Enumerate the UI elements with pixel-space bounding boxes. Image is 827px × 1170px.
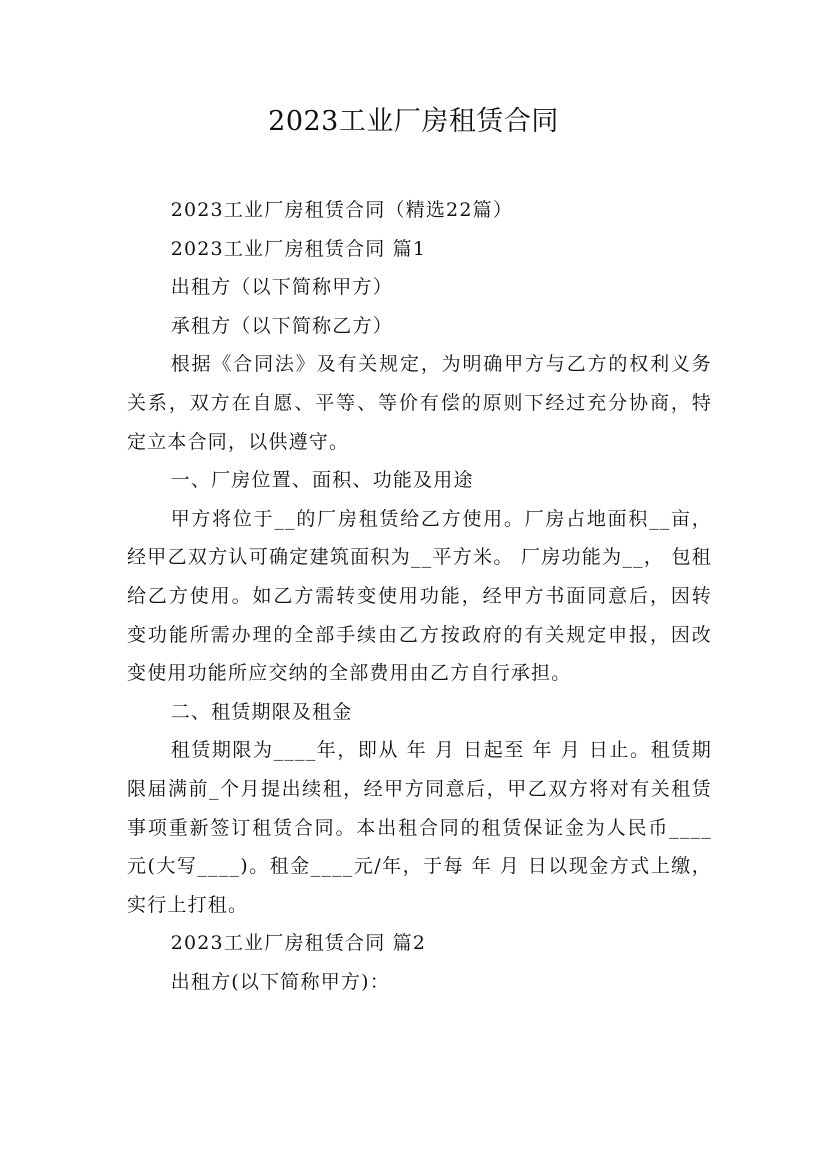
clause-heading-1: 一、厂房位置、面积、功能及用途: [170, 469, 474, 492]
document-title: 2023工业厂房租赁合同: [268, 106, 559, 137]
clause-heading-2: 二、租赁期限及租金: [170, 700, 353, 723]
document-body: [127, 191, 712, 1001]
lessee-line: 承租方（以下简称乙方）: [170, 314, 393, 337]
clause-body-1: 甲方将位于__的厂房租赁给乙方使用。厂房占地面积__亩，经甲乙双方认可确定建筑面积为__平方米。 厂房功能为__， 包租给乙方使用。如乙方需转变使用功能，经甲方书面同意后，因转变功能所需办理的全部手续由乙方按政府的有关规定申报，因改变使用功能所应交纳的全部费用由乙方自行承担。: [127, 507, 712, 685]
lessor-line-2: 出租方(以下简称甲方)：: [170, 970, 390, 993]
lessor-line: 出租方（以下简称甲方）: [170, 276, 393, 299]
section-heading-1: 2023工业厂房租赁合同 篇1: [170, 237, 427, 260]
clause-body-2: 租赁期限为____年，即从 年 月 日起至 年 月 日止。租赁期限届满前_个月提出续租，经甲方同意后，甲乙双方将对有关租赁事项重新签订租赁合同。本出租合同的租赁保证金为人民币____元(大写____)。租金____元/年，于每 年 月 日以现金方式上缴，实行上打租。: [127, 739, 712, 916]
preamble-paragraph: 根据《合同法》及有关规定，为明确甲方与乙方的权利义务关系，双方在自愿、平等、等价有偿的原则下经过充分协商，特定立本合同，以供遵守。: [127, 353, 712, 453]
section-heading-2: 2023工业厂房租赁合同 篇2: [170, 932, 427, 955]
subtitle-paragraph: 2023工业厂房租赁合同（精选22篇）: [170, 199, 514, 221]
